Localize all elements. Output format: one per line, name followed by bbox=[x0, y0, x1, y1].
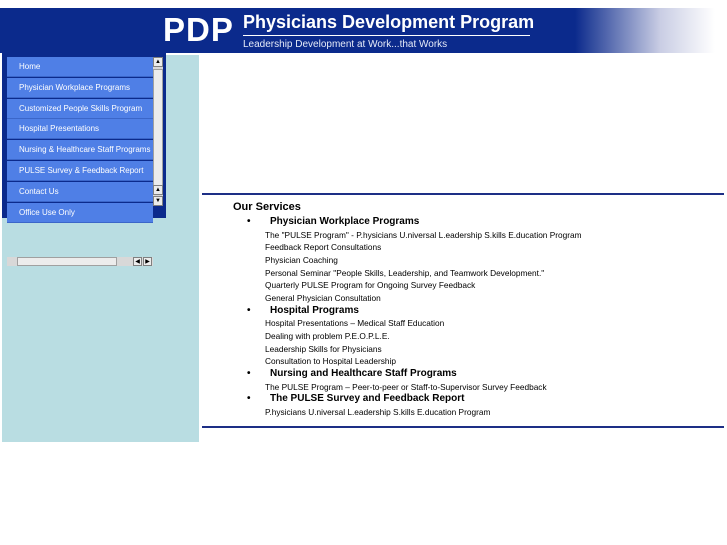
nav-item-hospital-presentations[interactable]: Hospital Presentations bbox=[7, 119, 153, 139]
nav-item-pulse-survey-feedback-report[interactable]: PULSE Survey & Feedback Report bbox=[7, 161, 153, 181]
bullet-icon: • bbox=[247, 216, 251, 227]
scroll-down-icon[interactable]: ▼ bbox=[153, 196, 163, 206]
top-divider bbox=[202, 193, 724, 195]
site-logo[interactable]: PDP bbox=[163, 11, 234, 48]
list-item: Leadership Skills for Physicians bbox=[265, 343, 382, 354]
bottom-divider bbox=[202, 426, 724, 428]
scroll-up-icon[interactable]: ▲ bbox=[153, 57, 163, 67]
nav-item-home[interactable]: Home bbox=[7, 57, 153, 77]
nav-item-nursing-healthcare-staff-programs[interactable]: Nursing & Healthcare Staff Programs bbox=[7, 140, 153, 160]
section-heading-text: Nursing and Healthcare Staff Programs bbox=[270, 368, 457, 380]
services-content bbox=[233, 201, 713, 418]
section-heading bbox=[233, 216, 713, 229]
section-heading-text: Hospital Programs bbox=[270, 304, 359, 316]
nav-horizontal-scrollbar[interactable] bbox=[7, 257, 153, 266]
list-item: The PULSE Program – Peer-to-peer or Staff-to-Supervisor Survey Feedback bbox=[265, 381, 547, 392]
header-banner bbox=[0, 8, 727, 53]
nav-item-office-use-only[interactable]: Office Use Only bbox=[7, 203, 153, 223]
section-heading bbox=[233, 368, 713, 381]
list-item: P.hysicians U.niversal L.eadership S.kills E.ducation Program bbox=[265, 406, 491, 417]
nav-item-customized-people-skills-program[interactable]: Customized People Skills Program bbox=[7, 99, 153, 119]
list-item: General Physician Consultation bbox=[265, 293, 381, 304]
list-item: Quarterly PULSE Program for Ongoing Survey Feedback bbox=[265, 280, 476, 291]
scroll-up-icon[interactable]: ▲ bbox=[153, 185, 163, 195]
bullet-icon: • bbox=[247, 304, 251, 316]
bullet-icon: • bbox=[247, 393, 251, 405]
section-heading bbox=[233, 393, 713, 406]
list-item: Feedback Report Consultations bbox=[265, 242, 382, 253]
list-item: The "PULSE Program" - P.hysicians U.niversal L.eadership S.kills E.ducation Program bbox=[265, 229, 582, 240]
section-heading-text: The PULSE Survey and Feedback Report bbox=[270, 393, 465, 405]
list-item: Personal Seminar "People Skills, Leadership, and Teamwork Development." bbox=[265, 267, 545, 278]
section-heading bbox=[233, 305, 713, 318]
nav-list bbox=[7, 57, 153, 217]
site-title: Physicians Development Program bbox=[243, 12, 535, 32]
list-item: Hospital Presentations – Medical Staff Education bbox=[265, 318, 445, 329]
nav-menu bbox=[2, 53, 166, 265]
list-item: Consultation to Hospital Leadership bbox=[265, 356, 396, 367]
bullet-icon: • bbox=[247, 368, 251, 380]
scroll-right-icon[interactable]: ▶ bbox=[143, 257, 152, 266]
nav-hscrollbar-thumb[interactable] bbox=[17, 257, 117, 266]
scroll-left-icon[interactable]: ◀ bbox=[133, 257, 142, 266]
services-title: Our Services bbox=[233, 201, 301, 213]
list-item: Physician Coaching bbox=[265, 254, 338, 265]
title-divider bbox=[243, 35, 530, 36]
section-heading-text: Physician Workplace Programs bbox=[270, 216, 420, 227]
list-item: Dealing with problem P.E.O.P.L.E. bbox=[265, 330, 390, 341]
nav-item-physician-workplace-programs[interactable]: Physician Workplace Programs bbox=[7, 78, 153, 98]
nav-vertical-scrollbar[interactable] bbox=[153, 57, 163, 206]
nav-scrollbar-thumb[interactable] bbox=[153, 69, 163, 187]
site-tagline: Leadership Development at Work...that Works bbox=[243, 39, 448, 50]
nav-item-contact-us[interactable]: Contact Us bbox=[7, 182, 153, 202]
